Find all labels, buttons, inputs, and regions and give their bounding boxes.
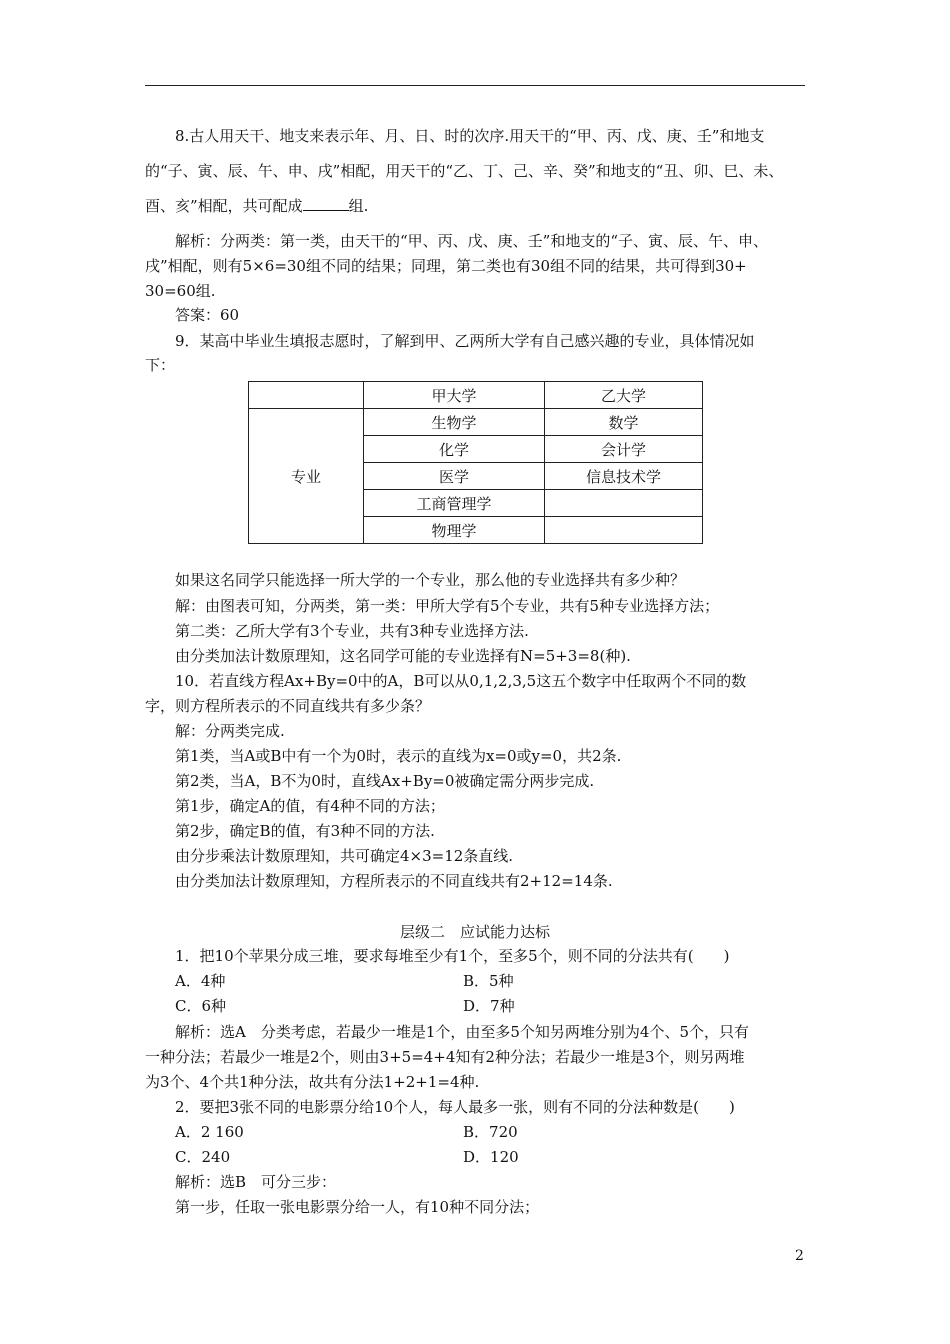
p1-option-b: B．5种: [463, 972, 514, 990]
table-header-row: [249, 382, 703, 409]
q10-solution-line: 第2步，确定B的值，有3种不同的方法.: [175, 822, 435, 840]
q9-question: 如果这名同学只能选择一所大学的一个专业，那么他的专业选择共有多少种？: [175, 571, 686, 589]
q10-solution-line: 第2类，当A，B不为0时，直线Ax+By=0被确定需分两步完成.: [175, 772, 595, 790]
p1-analysis-3: 为3个、4个共1种分法，故共有分法1+2+1=4种.: [145, 1073, 480, 1091]
page-number: 2: [795, 1248, 804, 1264]
table-cell: [545, 490, 703, 517]
majors-table: [248, 381, 703, 544]
q8-analysis-1: 解析：分两类：第一类，由天干的“甲、丙、戊、庚、壬”和地支的“子、寅、辰、午、申、: [175, 232, 769, 250]
p1-analysis-1: 解析：选A 分类考虑，若最少一堆是1个，由至多5个知另两堆分别为4个、5个，只有: [175, 1023, 750, 1041]
table-cell: [545, 517, 703, 544]
table-cell: 物理学: [364, 517, 545, 544]
table-cell: 生物学: [364, 409, 545, 436]
q9-line-2: 下：: [145, 356, 176, 374]
q10-line-2: 字，则方程所表示的不同直线共有多少条？: [145, 697, 431, 715]
p1-option-a: A．4种: [175, 972, 226, 990]
q10-solution-line: 第1类，当A或B中有一个为0时，表示的直线为x=0或y=0，共2条.: [175, 747, 622, 765]
q8-analysis-3: 30=60组.: [145, 282, 216, 300]
q8-answer: 答案：60: [175, 306, 240, 324]
q8-line-2: 的“子、寅、辰、午、申、戌”相配，用天干的“乙、丁、己、辛、癸”和地支的“丑、卯、巳、未、: [145, 162, 784, 180]
section-title: 层级二 应试能力达标: [399, 923, 550, 941]
p2-option-a: A．2 160: [175, 1123, 244, 1141]
q9-solution-3: 由分类加法计数原理知，这名同学可能的专业选择有N=5+3=8(种).: [175, 647, 631, 665]
p1-analysis-2: 一种分法；若最少一堆是2个，则由3+5=4+4知有2种分法；若最少一堆是3个，则另两堆: [145, 1048, 745, 1066]
p2-stem: 2．要把3张不同的电影票分给10个人，每人最多一张，则有不同的分法种数是( ): [175, 1098, 735, 1116]
p2-option-d: D．120: [463, 1148, 519, 1166]
p2-option-b: B．720: [463, 1123, 518, 1141]
q8-line-3-post: 组.: [348, 197, 369, 215]
p2-analysis-2: 第一步，任取一张电影票分给一人，有10种不同分法；: [175, 1198, 540, 1216]
table-row: [249, 409, 703, 436]
table-cell: 医学: [364, 463, 545, 490]
p1-option-c: C．6种: [175, 997, 227, 1015]
answer-blank: [303, 196, 349, 211]
p2-option-c: C．240: [175, 1148, 231, 1166]
table-cell: 工商管理学: [364, 490, 545, 517]
table-header-empty: [249, 382, 364, 409]
q8-line-3-pre: 酉、亥”相配，共可配成: [145, 197, 303, 215]
p1-option-d: D．7种: [463, 997, 515, 1015]
table-cell: 会计学: [545, 436, 703, 463]
q10-line-1: 10．若直线方程Ax+By=0中的A，B可以从0,1,2,3,5这五个数字中任取两个不同的数: [175, 672, 747, 690]
q10-solution-line: 第1步，确定A的值，有4种不同的方法；: [175, 797, 445, 815]
p1-stem: 1．把10个苹果分成三堆，要求每堆至少有1个，至多5个，则不同的分法共有( ): [175, 947, 730, 965]
q8-line-1: 8.古人用天干、地支来表示年、月、日、时的次序.用天干的“甲、丙、戊、庚、壬”和地支: [175, 127, 765, 145]
q10-solution-line: 由分类加法计数原理知，方程所表示的不同直线共有2+12=14条.: [175, 872, 613, 890]
header-rule: [145, 85, 805, 86]
q10-solution-line: 解：分两类完成.: [175, 722, 285, 740]
table-row-label: 专业: [249, 409, 364, 544]
table-cell: 信息技术学: [545, 463, 703, 490]
q10-solution-line: 由分步乘法计数原理知，共可确定4×3=12条直线.: [175, 847, 514, 865]
q9-solution-1: 解：由图表可知，分两类，第一类：甲所大学有5个专业，共有5种专业选择方法；: [175, 597, 720, 615]
table-header-univ-a: 甲大学: [364, 382, 545, 409]
q8-line-3: [145, 195, 805, 217]
q9-line-1: 9．某高中毕业生填报志愿时，了解到甲、乙两所大学有自己感兴趣的专业，具体情况如: [175, 332, 755, 350]
table-cell: 化学: [364, 436, 545, 463]
p2-analysis-1: 解析：选B 可分三步：: [175, 1173, 337, 1191]
table-header-univ-b: 乙大学: [545, 382, 703, 409]
q9-solution-2: 第二类：乙所大学有3个专业，共有3种专业选择方法.: [175, 622, 529, 640]
table-cell: 数学: [545, 409, 703, 436]
q8-analysis-2: 戌”相配，则有5×6=30组不同的结果；同理，第二类也有30组不同的结果，共可得到30+: [145, 257, 747, 275]
